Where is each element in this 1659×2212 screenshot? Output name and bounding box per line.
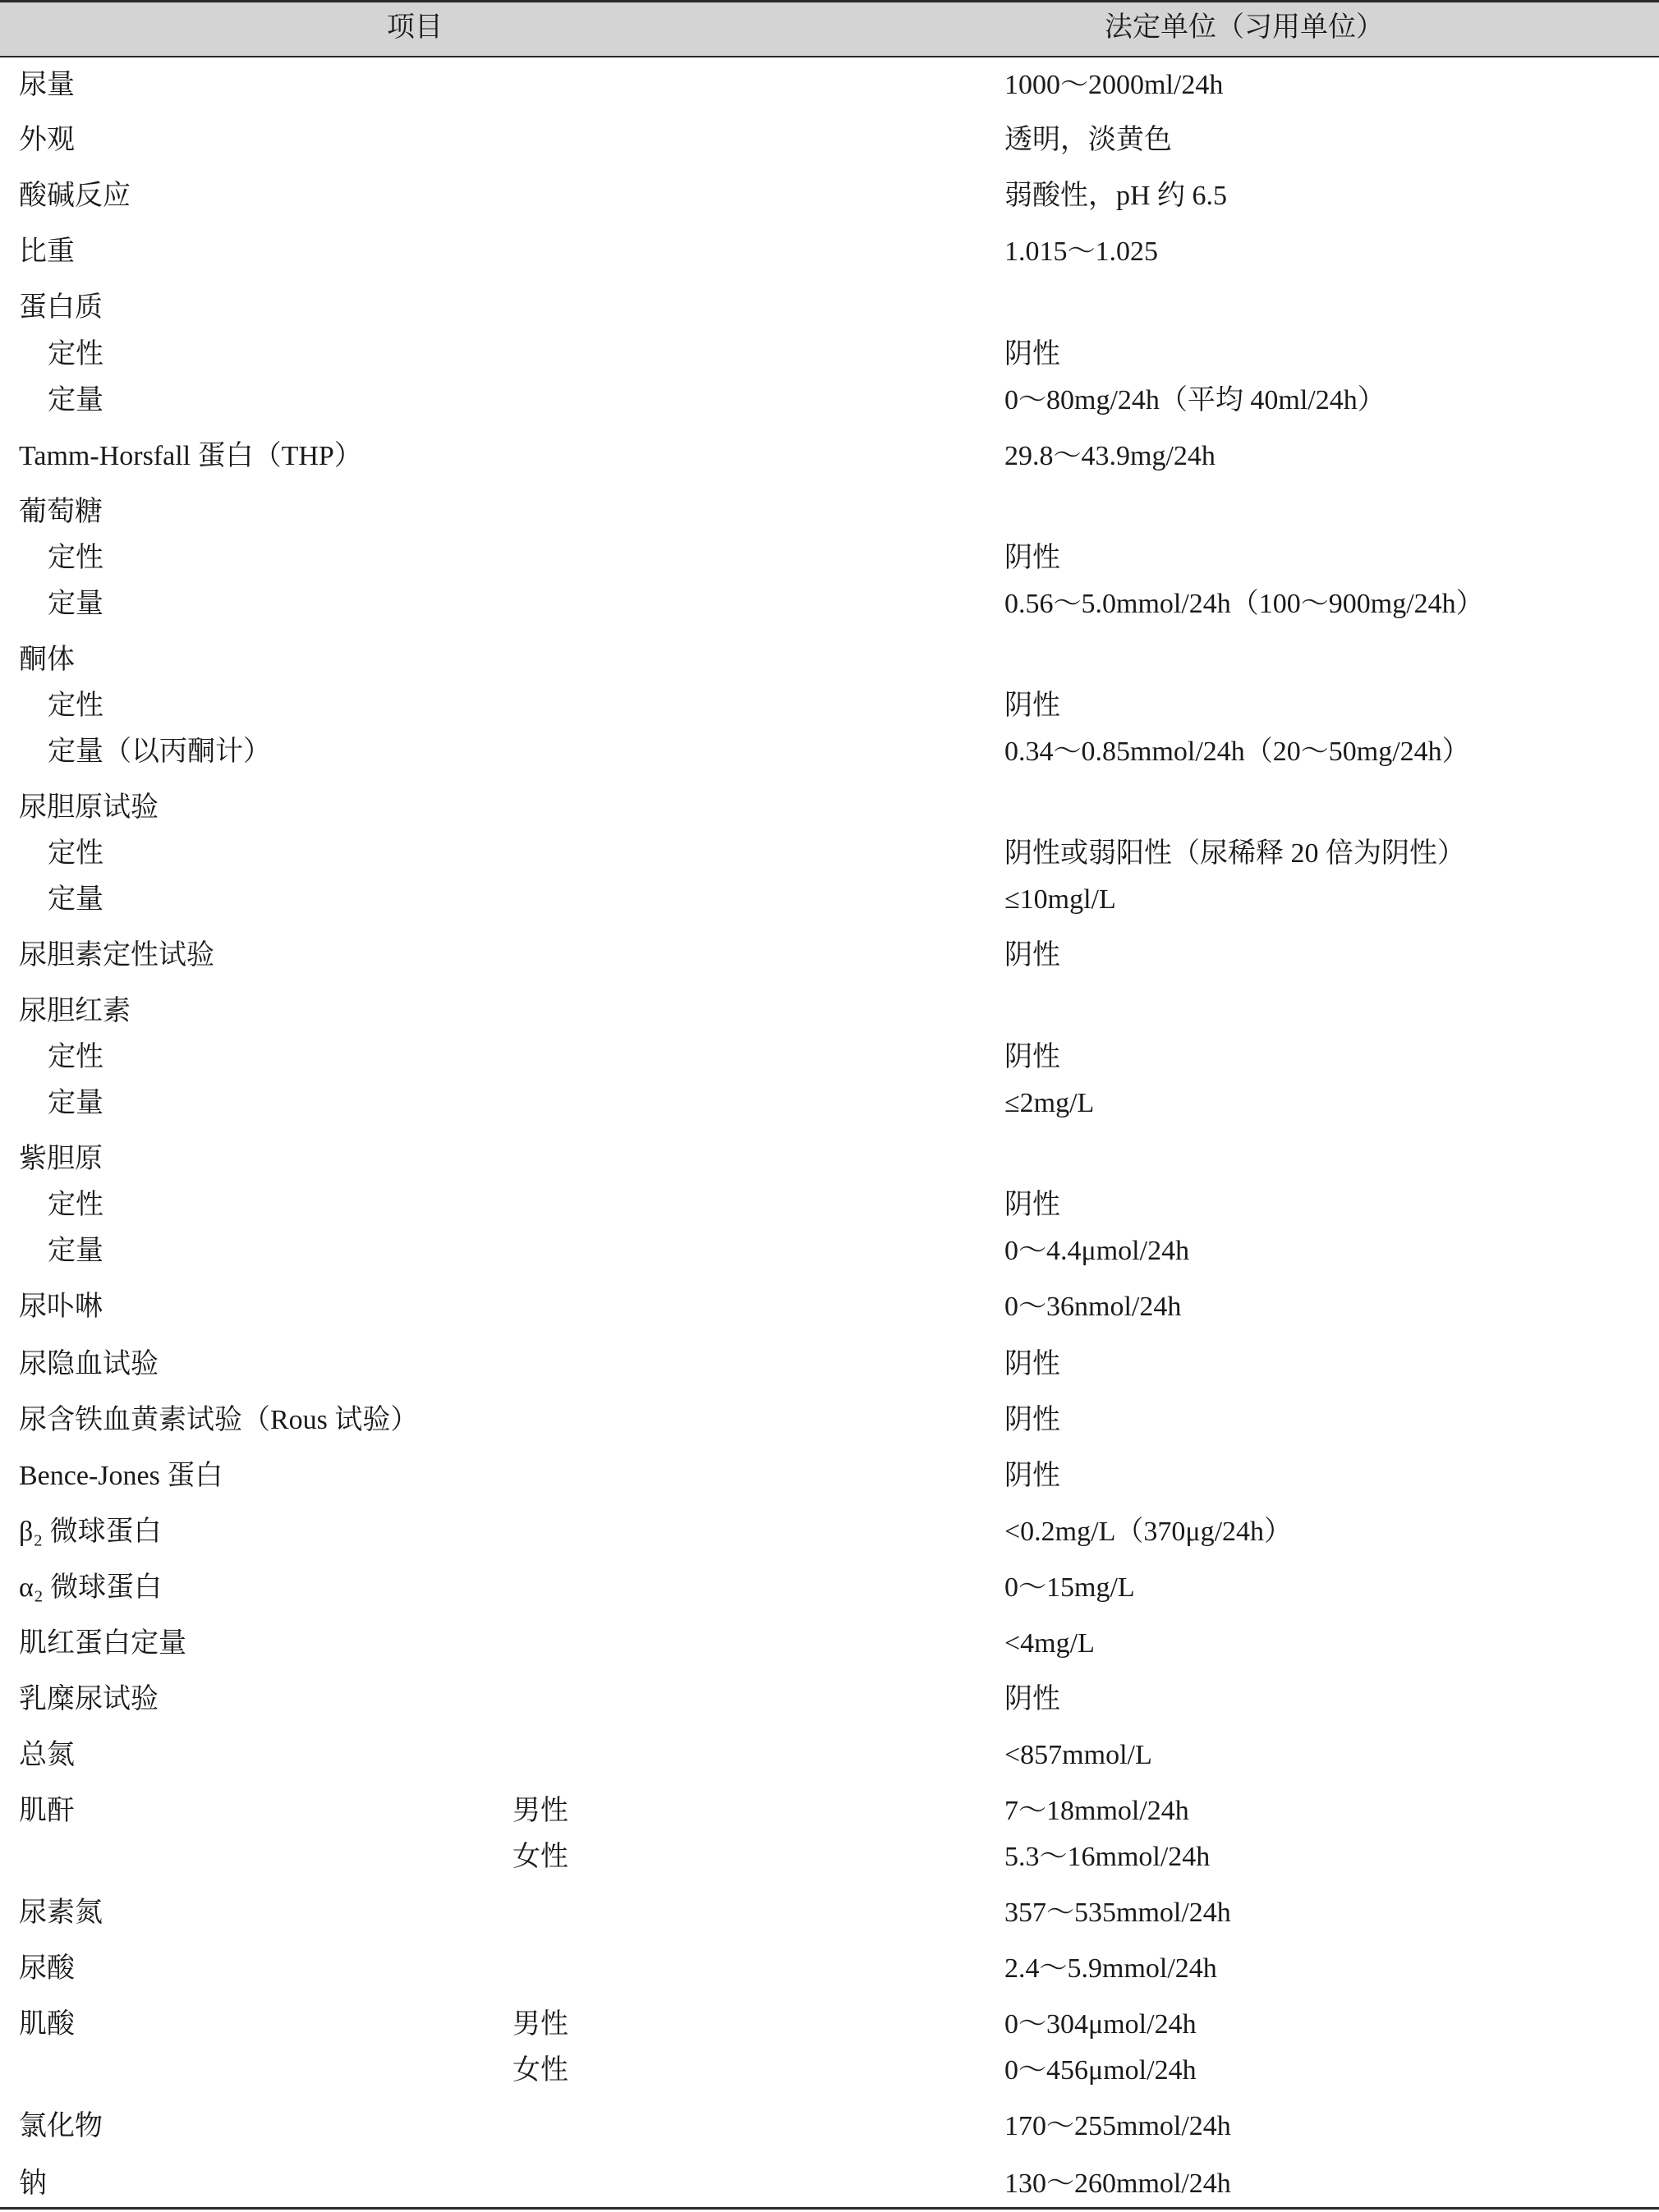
table-row	[0, 1514, 1659, 1550]
row-item: 紫胆原	[19, 1144, 103, 1174]
bottom-rule	[0, 2207, 1659, 2210]
table-row	[0, 1039, 1659, 1076]
table-row	[0, 1895, 1659, 1931]
row-value: 357～535mmol/24h	[1004, 1898, 1231, 1928]
table-row	[0, 1402, 1659, 1439]
row-value: 阴性	[1004, 339, 1060, 369]
table-row	[0, 2007, 1659, 2043]
table-row	[0, 1839, 1659, 1875]
row-sub: 女性	[512, 1842, 568, 1872]
header-item: 项目	[387, 12, 443, 43]
row-item: 定性	[48, 1042, 103, 1072]
table-row	[0, 1626, 1659, 1662]
table-row	[0, 1289, 1659, 1325]
row-value: 透明，淡黄色	[1004, 125, 1172, 155]
table-row	[0, 1347, 1659, 1383]
table-row	[0, 2166, 1659, 2202]
table-row	[0, 586, 1659, 622]
row-value: 阴性	[1004, 1684, 1060, 1714]
row-item: 尿量	[19, 70, 75, 100]
table-row	[0, 337, 1659, 373]
row-value: 1.015～1.025	[1004, 236, 1158, 267]
top-rule	[0, 0, 1659, 2]
row-item: 蛋白质	[19, 292, 103, 323]
row-item: 定量	[48, 884, 103, 915]
table-row	[0, 938, 1659, 974]
table-row	[0, 1233, 1659, 1269]
table-row	[0, 1737, 1659, 1774]
row-item: 定性	[48, 1190, 103, 1220]
row-item: 尿胆红素	[19, 996, 131, 1026]
header-rule	[0, 56, 1659, 57]
row-item: 尿含铁血黄素试验（Rous 试验）	[19, 1405, 419, 1435]
table-row	[0, 122, 1659, 158]
row-value: 0～36nmol/24h	[1004, 1292, 1182, 1322]
row-item: 酸碱反应	[19, 181, 131, 211]
table-row	[0, 178, 1659, 214]
row-value: <0.2mg/L（370μg/24h）	[1004, 1517, 1293, 1547]
row-item: 肌酐	[19, 1796, 75, 1826]
row-value: 阴性	[1004, 1461, 1060, 1491]
row-item: 定量（以丙酮计）	[48, 737, 271, 767]
row-value: 2.4～5.9mmol/24h	[1004, 1953, 1217, 1984]
row-value: 0～80mg/24h（平均 40ml/24h）	[1004, 385, 1386, 415]
table-row	[0, 540, 1659, 576]
row-item: 尿酸	[19, 1953, 75, 1984]
row-value: 阴性	[1004, 691, 1060, 721]
row-item: 氯化物	[19, 2111, 103, 2141]
row-value: 0.56～5.0mmol/24h（100～900mg/24h）	[1004, 589, 1484, 619]
row-value: 阴性	[1004, 1405, 1060, 1435]
table-row	[0, 1458, 1659, 1494]
row-value: 0～304μmol/24h	[1004, 2009, 1197, 2040]
row-value: 阴性	[1004, 940, 1060, 971]
row-value: 0.34～0.85mmol/24h（20～50mg/24h）	[1004, 737, 1470, 767]
table-row	[0, 790, 1659, 826]
row-value: 130～260mmol/24h	[1004, 2168, 1231, 2199]
row-value: 阴性	[1004, 1190, 1060, 1220]
row-value: 170～255mmol/24h	[1004, 2111, 1231, 2141]
row-item: 尿胆原试验	[19, 792, 159, 823]
table-row	[0, 882, 1659, 918]
row-item: 肌酸	[19, 2009, 75, 2040]
row-item: 尿卟啉	[19, 1292, 103, 1322]
row-item: 尿隐血试验	[19, 1349, 159, 1379]
row-item: 总氮	[19, 1740, 75, 1770]
table-row	[0, 836, 1659, 872]
row-item: Tamm-Horsfall 蛋白（THP）	[19, 441, 362, 471]
table-row	[0, 234, 1659, 270]
row-value: 阴性或弱阳性（尿稀释 20 倍为阴性）	[1004, 838, 1465, 869]
row-value: 5.3～16mmol/24h	[1004, 1842, 1211, 1872]
row-sub: 女性	[512, 2055, 568, 2086]
table-row	[0, 994, 1659, 1030]
row-value: 1000～2000ml/24h	[1004, 70, 1224, 100]
row-value: 7～18mmol/24h	[1004, 1796, 1189, 1826]
row-item: 定性	[48, 691, 103, 721]
row-item: 定量	[48, 1236, 103, 1266]
table-row	[0, 1682, 1659, 1718]
table-row	[0, 1187, 1659, 1223]
row-value: 29.8～43.9mg/24h	[1004, 441, 1216, 471]
row-value: 阴性	[1004, 1042, 1060, 1072]
row-item: 定量	[48, 385, 103, 415]
row-item: 葡萄糖	[19, 497, 103, 527]
table-row	[0, 688, 1659, 724]
row-value: <4mg/L	[1004, 1628, 1095, 1659]
row-value: 弱酸性，pH 约 6.5	[1004, 181, 1228, 211]
row-item: 定量	[48, 589, 103, 619]
row-value: 0～4.4μmol/24h	[1004, 1236, 1190, 1266]
row-item: α₂ 微球蛋白	[19, 1572, 163, 1603]
header-value: 法定单位（习用单位）	[1105, 12, 1384, 43]
row-sub: 男性	[512, 1796, 568, 1826]
row-item: 外观	[19, 125, 75, 155]
table-row	[0, 290, 1659, 326]
table-row	[0, 2053, 1659, 2089]
row-value: 0～456μmol/24h	[1004, 2055, 1197, 2086]
table-header	[0, 0, 1659, 56]
table-row	[0, 642, 1659, 678]
row-value: <857mmol/L	[1004, 1740, 1152, 1770]
table-row	[0, 383, 1659, 419]
table-row	[0, 494, 1659, 530]
table-row	[0, 1141, 1659, 1177]
row-value: 0～15mg/L	[1004, 1572, 1135, 1603]
row-item: 肌红蛋白定量	[19, 1628, 186, 1659]
table-row	[0, 67, 1659, 103]
row-value: 阴性	[1004, 543, 1060, 573]
row-item: 比重	[19, 236, 75, 267]
table-row	[0, 2109, 1659, 2145]
row-item: Bence-Jones 蛋白	[19, 1461, 223, 1491]
row-sub: 男性	[512, 2009, 568, 2040]
row-value: ≤10mgl/L	[1004, 884, 1116, 915]
row-item: 尿胆素定性试验	[19, 940, 214, 971]
row-item: 定性	[48, 543, 103, 573]
row-item: 酮体	[19, 645, 75, 675]
row-item: 乳糜尿试验	[19, 1684, 159, 1714]
row-item: β₂ 微球蛋白	[19, 1517, 162, 1547]
row-item: 尿素氮	[19, 1898, 103, 1928]
row-value: 阴性	[1004, 1349, 1060, 1379]
table-row	[0, 1951, 1659, 1987]
table-row	[0, 438, 1659, 475]
row-item: 定性	[48, 838, 103, 869]
table-row	[0, 1793, 1659, 1829]
table-row	[0, 1085, 1659, 1122]
row-item: 钠	[19, 2168, 47, 2199]
row-item: 定性	[48, 339, 103, 369]
row-value: ≤2mg/L	[1004, 1088, 1095, 1118]
table-row	[0, 734, 1659, 770]
row-item: 定量	[48, 1088, 103, 1118]
table-row	[0, 1570, 1659, 1606]
